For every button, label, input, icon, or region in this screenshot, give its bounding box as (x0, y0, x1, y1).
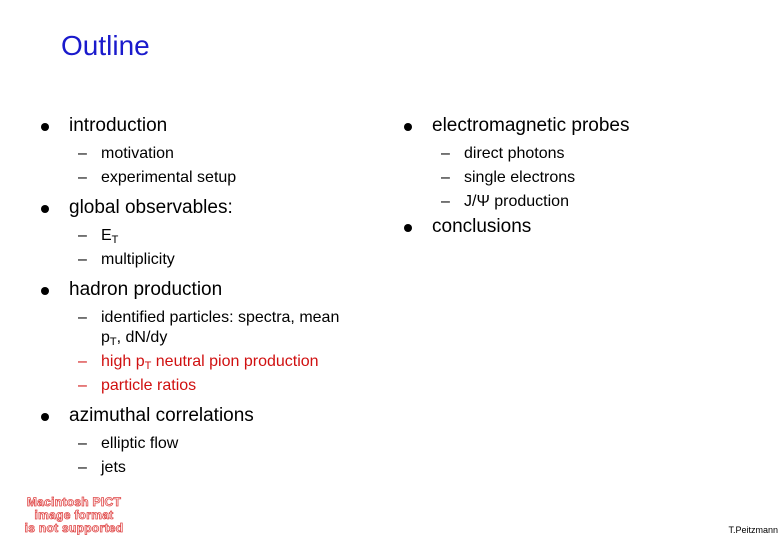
subitem (78, 248, 380, 272)
subitem-text: high p (101, 353, 145, 370)
subitem (78, 166, 380, 190)
dash-icon: – (78, 353, 87, 370)
subitem-text: neutral pion production (151, 353, 319, 370)
dash-icon: – (441, 193, 450, 210)
bullet-label: azimuthal correlations (69, 405, 254, 426)
subitems-introduction (78, 142, 380, 190)
subitem-text: particle ratios (101, 377, 197, 394)
dash-icon: – (441, 145, 450, 162)
subitem-text: elliptic flow (101, 435, 179, 452)
bullet-dot-icon (41, 123, 49, 131)
left-column (40, 114, 380, 480)
subitem-text: multiplicity (101, 251, 175, 268)
bullet-global-observables (40, 196, 380, 220)
bullet-conclusions (403, 215, 763, 239)
subscript: T (111, 234, 119, 246)
subitems-electromagnetic-probes (441, 142, 763, 214)
subitem (78, 456, 380, 480)
subitem (78, 142, 380, 166)
bullet-label: hadron production (69, 279, 223, 300)
bullet-dot-icon (404, 224, 412, 232)
dash-icon: – (78, 459, 87, 476)
subitems-hadron-production (78, 306, 380, 398)
subitem (78, 224, 380, 248)
subitem-text: J/Ψ production (464, 193, 569, 210)
bullet-label: introduction (69, 115, 168, 136)
subitem-text: single electrons (464, 169, 576, 186)
pict-notice-line: is not supported (24, 521, 124, 535)
bullet-azimuthal-correlations (40, 404, 380, 428)
subitem-text: direct photons (464, 145, 565, 162)
subitem-text: E (101, 227, 112, 244)
subscript: T (144, 360, 152, 372)
subitem-highlighted (78, 374, 380, 398)
subitems-azimuthal-correlations (78, 432, 380, 480)
bullet-dot-icon (404, 123, 412, 131)
subitem-text: p (101, 329, 110, 346)
dash-icon: – (78, 309, 87, 326)
subitem-text: jets (101, 459, 126, 476)
bullet-introduction (40, 114, 380, 138)
subitem (441, 166, 763, 190)
pict-notice-line: image format (34, 508, 114, 522)
bullet-label: conclusions (432, 216, 532, 237)
pict-unsupported-notice (4, 496, 144, 535)
bullet-label: electromagnetic probes (432, 115, 630, 136)
bullet-electromagnetic-probes (403, 114, 763, 138)
bullet-dot-icon (41, 205, 49, 213)
subitem-text: experimental setup (101, 169, 237, 186)
subitem-text: , dN/dy (116, 329, 168, 346)
dash-icon: – (78, 169, 87, 186)
dash-icon: – (441, 169, 450, 186)
bullet-hadron-production (40, 278, 380, 302)
subitem (78, 306, 380, 350)
slide-title: Outline (61, 30, 150, 61)
subscript: T (109, 336, 117, 348)
dash-icon: – (78, 377, 87, 394)
right-column (403, 114, 763, 239)
bullet-dot-icon (41, 287, 49, 295)
subitem-highlighted (78, 350, 380, 374)
dash-icon: – (78, 227, 87, 244)
author-footer: T.Peitzmann (728, 525, 778, 535)
pict-notice-line: Macintosh PICT (26, 495, 122, 509)
subitem (78, 432, 380, 456)
subitem (441, 142, 763, 166)
subitem (441, 190, 763, 214)
bullet-dot-icon (41, 413, 49, 421)
subitems-global-observables (78, 224, 380, 272)
bullet-label: global observables: (69, 197, 233, 218)
dash-icon: – (78, 251, 87, 268)
dash-icon: – (78, 435, 87, 452)
subitem-text: motivation (101, 145, 174, 162)
dash-icon: – (78, 145, 87, 162)
subitem-text: identified particles: spectra, mean (101, 309, 340, 326)
